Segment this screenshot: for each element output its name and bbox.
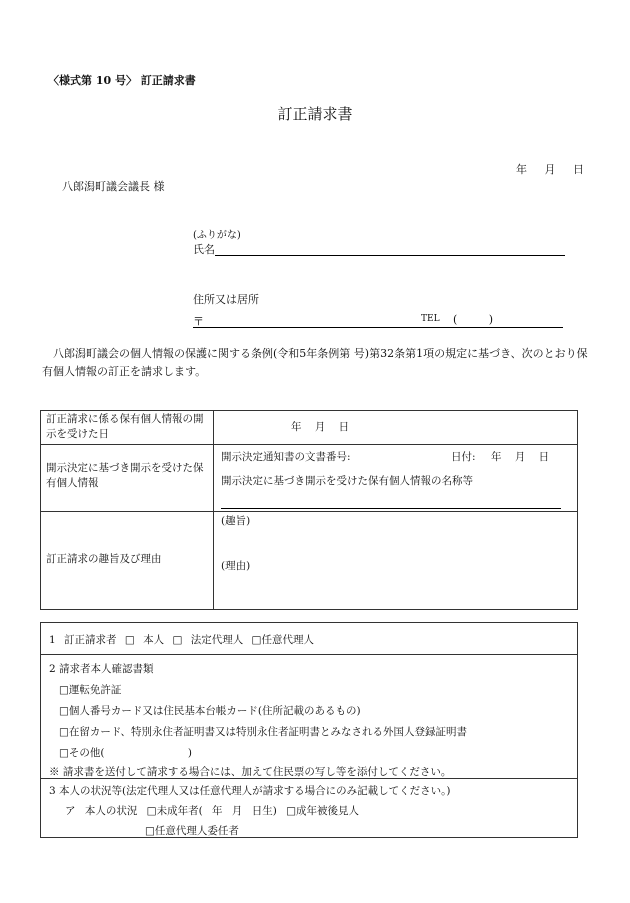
disclosed-info-name-label: 開示決定に基づき開示を受けた保有個人情報の名称等 <box>221 475 473 487</box>
table-row <box>41 512 577 609</box>
principal-status-title: 3 本人の状況等(法定代理人又は任意代理人が請求する場合にのみ記載してください。) <box>49 785 451 797</box>
name-label: 氏名 <box>193 243 215 256</box>
postal-mark: 〒 <box>193 315 204 328</box>
purpose-reason-label: 訂正請求の趣旨及び理由 <box>46 553 162 565</box>
requester-info-table <box>40 622 578 838</box>
id-option-other[interactable]: □その他( ) <box>59 747 192 759</box>
document-title: 訂正請求書 <box>277 105 353 123</box>
principal-status-options[interactable]: ア 本人の状況 □未成年者( 年 月 日生) □成年被後見人 <box>65 805 360 817</box>
reason-label[interactable]: (理由) <box>221 560 251 572</box>
request-date: 年 月 日 <box>516 163 584 176</box>
form-number-label: 〈様式第 10 号〉 訂正請求書 <box>48 74 196 87</box>
principal-status-section <box>41 779 577 837</box>
disclosed-info-name-line[interactable] <box>221 508 561 509</box>
intro-paragraph: 八郎潟町議会の個人情報の保護に関する条例(令和5年条例第 号)第32条第1項の規定に基づき、次のとおり保有個人情報の訂正を請求します。 <box>42 347 588 378</box>
address-field-line[interactable] <box>193 327 563 328</box>
disclosure-date-value[interactable]: 年 月 日 <box>291 421 350 433</box>
request-details-table <box>40 410 578 610</box>
id-option-drivers-license[interactable]: □運転免許証 <box>59 684 122 696</box>
tel-area-parens: ( ) <box>453 313 494 326</box>
table-cell <box>41 411 214 444</box>
notice-doc-number-label[interactable]: 開示決定通知書の文書番号: <box>221 451 351 463</box>
principal-status-voluntary[interactable]: □任意代理人委任者 <box>145 825 239 837</box>
id-option-mynumber-card[interactable]: □個人番号カード又は住民基本台帳カード(住所記載のあるもの) <box>59 705 361 717</box>
furigana-label: (ふりがな) <box>193 230 241 241</box>
disclosed-info-label: 開示決定に基づき開示を受けた保有個人情報 <box>46 462 204 489</box>
purpose-label[interactable]: (趣旨) <box>221 515 251 527</box>
addressee: 八郎潟町議会議長 様 <box>62 180 165 193</box>
requester-type-options[interactable]: 1 訂正請求者 □ 本人 □ 法定代理人 □任意代理人 <box>49 634 314 646</box>
mail-request-note: ※ 請求書を送付して請求する場合には、加えて住民票の写し等を添付してください。 <box>49 766 452 778</box>
identity-docs-title: 2 請求者本人確認書類 <box>49 663 154 675</box>
address-label: 住所又は居所 <box>193 293 259 306</box>
name-field-line[interactable] <box>215 255 565 256</box>
table-cell <box>41 512 214 609</box>
id-option-residence-card[interactable]: □在留カード、特別永住者証明書又は特別永住者証明書とみなされる外国人登録証明書 <box>59 726 467 738</box>
notice-date-value[interactable]: 年 月 日 <box>491 451 550 463</box>
disclosure-date-label: 訂正請求に係る保有個人情報の開示を受けた日 <box>46 413 204 440</box>
notice-date-label: 日付: <box>451 451 476 463</box>
table-cell <box>41 445 214 511</box>
requester-type-section <box>41 623 577 655</box>
tel-label: TEL <box>421 314 440 324</box>
table-row <box>41 411 577 445</box>
identity-docs-section <box>41 655 577 779</box>
table-row <box>41 445 577 512</box>
